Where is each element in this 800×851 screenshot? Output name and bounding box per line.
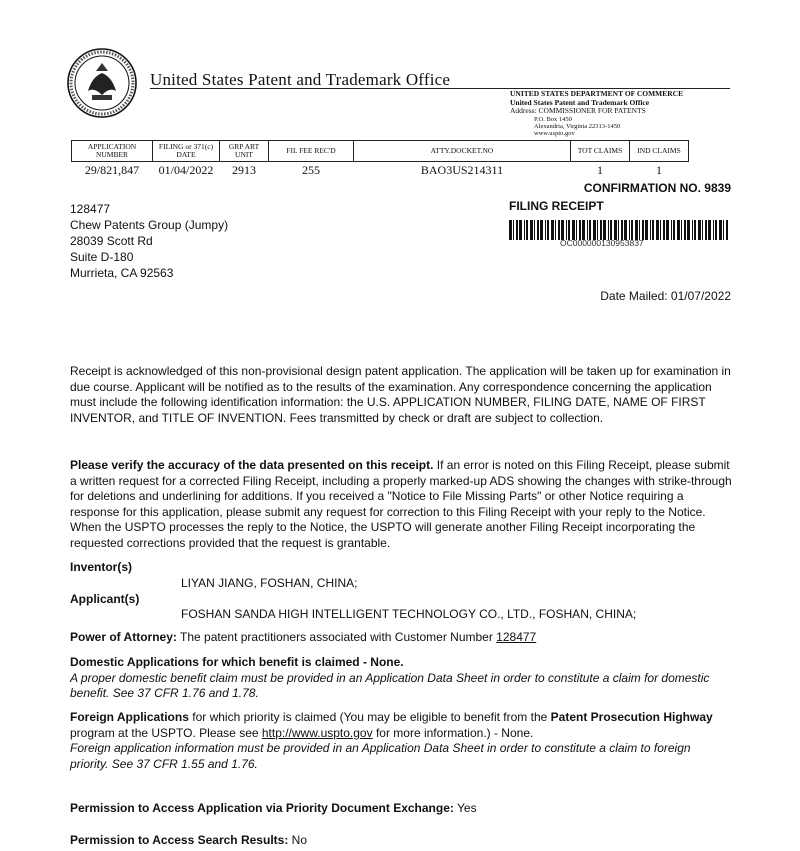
barcode-bar: [652, 220, 654, 240]
domestic-note: A proper domestic benefit claim must be provided in an Application Data Sheet in order to constitute a claim for domestic benefit. See 37 CFR 1.76 and 1.78.: [70, 670, 710, 700]
barcode-bar: [547, 220, 549, 240]
search-value: No: [288, 833, 308, 847]
barcode-bar: [726, 220, 728, 240]
verify-heading: Please verify the accuracy of the data presented on this receipt.: [70, 458, 434, 472]
barcode-bar: [519, 220, 522, 240]
col-header: APPLICATION NUMBER: [72, 141, 153, 162]
uspto-seal: [66, 47, 138, 119]
customer-number: 128477: [70, 202, 111, 216]
barcode-bar: [621, 220, 623, 240]
dept-address-line: Alexandria, Virginia 22313-1450: [534, 122, 621, 130]
inventor-value: LIYAN JIANG, FOSHAN, CHINA;: [181, 576, 358, 590]
col-header: FIL FEE REC'D: [269, 141, 354, 162]
barcode-bar: [624, 220, 627, 240]
barcode-bar: [587, 220, 588, 240]
barcode-bar: [708, 220, 711, 240]
foreign-label: Foreign Applications: [70, 710, 189, 724]
barcode-bar: [705, 220, 707, 240]
barcode-bar: [614, 220, 617, 240]
address-line: Suite D-180: [70, 250, 134, 264]
filing-receipt-title: FILING RECEIPT: [509, 199, 604, 213]
ind-claims: 1: [656, 162, 662, 177]
verify-text: If an error is noted on this Filing Receipt, please submit a written request for a corrected Filing Receipt, including a properly marked-up ADS showing the changes with strike-through for deletions and underlining for additions. If you received a "Notice to File Missing Parts" or other Notice requiring a response for this application, please submit any request for correction to this Filing Receipt with your reply to the Notice. When the USPTO processes the reply to the Notice, the USPTO will generate another Filing Receipt incorporating the requested corrections provided that the request is grantable.: [70, 458, 732, 550]
address-line: Chew Patents Group (Jumpy): [70, 218, 229, 232]
domestic-title: Domestic Applications for which benefit is claimed - None.: [70, 655, 404, 669]
barcode-bar: [666, 220, 669, 240]
barcode-bar: [582, 220, 585, 240]
barcode-bar: [687, 220, 690, 240]
barcode-bar: [589, 220, 591, 240]
address-line: Murrieta, CA 92563: [70, 266, 174, 280]
barcode-bar: [677, 220, 680, 240]
barcode-bar: [555, 220, 556, 240]
acknowledgement-paragraph: Receipt is acknowledged of this non-provisional design patent application. The application will be taken up for examination in due course. Applicant will be notified as to the results of the examination. Any correspondence concerning the application must include the following identification information: the U.S. APPLICATION NUMBER, FILING DATE, NAME OF FIRST INVENTOR, and TITLE OF INVENTION. Fees transmitted by check or draft are subject to collection.: [70, 364, 731, 425]
power-of-attorney: [70, 630, 732, 646]
barcode-bar: [713, 220, 714, 240]
search-results-permission: [70, 833, 732, 849]
filing-fee: 255: [302, 162, 320, 177]
office-name: United States Patent and Trademark Office: [150, 70, 451, 89]
barcode-bar: [568, 220, 570, 240]
domestic-applications: [70, 655, 732, 702]
barcode-bar: [692, 220, 693, 240]
pde-value: Yes: [453, 801, 477, 815]
col-header: GRP ART UNIT: [220, 141, 269, 162]
application-info-table: [71, 140, 689, 178]
atty-docket-no: BAO3US214311: [420, 162, 504, 177]
col-header: TOT CLAIMS: [571, 141, 630, 162]
barcode-bar: [561, 220, 564, 240]
grp-art-unit: 2913: [232, 162, 256, 177]
foreign-text-1: for which priority is claimed (You may be eligible to benefit from the: [188, 710, 551, 724]
barcode-bar: [516, 220, 518, 240]
barcode-bar: [629, 220, 630, 240]
poa-label: Power of Attorney:: [70, 630, 177, 644]
dept-address-line: P.O. Box 1450: [534, 115, 572, 123]
barcode-bar: [551, 220, 554, 240]
priority-document-exchange: [70, 801, 732, 817]
poa-text: The patent practitioners associated with Customer Number: [176, 630, 497, 644]
total-claims: 1: [597, 162, 603, 177]
search-label: Permission to Access Search Results:: [70, 833, 289, 847]
barcode-bar: [593, 220, 596, 240]
barcode-bar: [723, 220, 724, 240]
barcode-bar: [656, 220, 659, 240]
barcode-bar: [642, 220, 644, 240]
barcode-bar: [530, 220, 533, 240]
barcode-bar: [572, 220, 575, 240]
barcode-bar: [513, 220, 514, 240]
correspondence-address: [70, 201, 228, 281]
barcode-bar: [618, 220, 619, 240]
barcode-bar: [681, 220, 682, 240]
foreign-applications: [70, 710, 732, 772]
dept-line: United States Patent and Trademark Office: [510, 97, 650, 107]
dept-line: UNITED STATES DEPARTMENT OF COMMERCE: [510, 89, 684, 98]
barcode-bar: [524, 220, 525, 240]
barcode-bar: [698, 220, 701, 240]
barcode-bar: [650, 220, 651, 240]
barcode-bar: [702, 220, 703, 240]
barcode-bar: [635, 220, 638, 240]
barcode-bar: [663, 220, 665, 240]
inventor-label: Inventor(s): [70, 560, 133, 574]
barcode-bar: [715, 220, 717, 240]
barcode-bar: [579, 220, 581, 240]
col-header: IND CLAIMS: [630, 141, 689, 162]
barcode-number: OC000000130953837: [560, 238, 644, 248]
barcode-bar: [545, 220, 546, 240]
barcode-bar: [526, 220, 528, 240]
application-number: 29/821,847: [84, 162, 140, 177]
dept-address-line: www.uspto.gov: [534, 129, 575, 137]
col-header: ATTY.DOCKET.NO: [354, 141, 571, 162]
pde-label: Permission to Access Application via Priority Document Exchange:: [70, 801, 454, 815]
pph-label: Patent Prosecution Highway: [550, 710, 713, 724]
foreign-text: [70, 710, 732, 741]
barcode-bar: [534, 220, 535, 240]
barcode-bar: [719, 220, 722, 240]
date-mailed: Date Mailed: 01/07/2022: [600, 289, 731, 303]
barcode-bar: [603, 220, 606, 240]
foreign-text-2: program at the USPTO. Please see: [70, 725, 262, 740]
barcode-bar: [660, 220, 661, 240]
dept-address-line: Address: COMMISSIONER FOR PATENTS: [510, 106, 646, 115]
barcode-bar: [639, 220, 640, 240]
barcode-bar: [509, 220, 512, 240]
department-block: [510, 90, 740, 137]
barcode-bar: [608, 220, 609, 240]
applicant-label: Applicant(s): [70, 592, 140, 606]
barcode-bar: [673, 220, 675, 240]
barcode-bar: [566, 220, 567, 240]
barcode-bar: [671, 220, 672, 240]
barcode-bar: [645, 220, 648, 240]
barcode-bar: [684, 220, 686, 240]
applicant-value: FOSHAN SANDA HIGH INTELLIGENT TECHNOLOGY CO., LTD., FOSHAN, CHINA;: [181, 607, 637, 621]
barcode: [509, 220, 731, 240]
filing-date: 01/04/2022: [158, 162, 214, 177]
barcode-bar: [610, 220, 612, 240]
barcode-bar: [537, 220, 539, 240]
foreign-text-3: for more information.) - None.: [372, 725, 534, 740]
address-line: 28039 Scott Rd: [70, 234, 153, 248]
barcode-bar: [540, 220, 543, 240]
barcode-bar: [558, 220, 560, 240]
foreign-note: Foreign application information must be provided in an Application Data Sheet in order to constitute a claim to foreign priority. See 37 CFR 1.55 and 1.76.: [70, 741, 691, 771]
barcode-bar: [597, 220, 598, 240]
barcode-bar: [576, 220, 577, 240]
barcode-bar: [600, 220, 602, 240]
barcode-bar: [694, 220, 696, 240]
poa-customer-number[interactable]: 128477: [496, 630, 537, 644]
verify-paragraph: [70, 458, 732, 551]
barcode-bar: [631, 220, 633, 240]
confirmation-number: CONFIRMATION NO. 9839: [583, 181, 731, 195]
uspto-link[interactable]: http://www.uspto.gov: [261, 725, 373, 740]
col-header: FILING or 371(c) DATE: [153, 141, 220, 162]
